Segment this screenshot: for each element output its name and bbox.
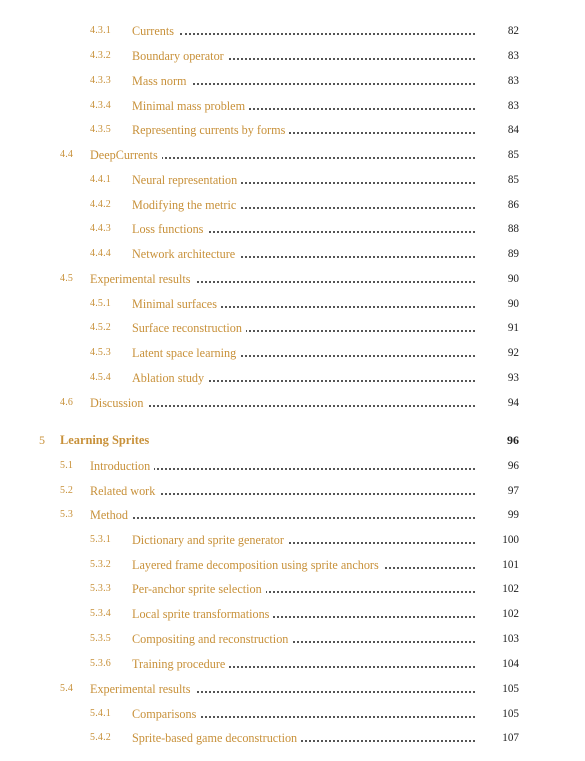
page-number: 90 bbox=[475, 270, 519, 288]
toc-entry[interactable] bbox=[0, 319, 585, 337]
section-number: 5.1 bbox=[60, 460, 74, 471]
section-title[interactable]: Layered frame decomposition using sprite anchors bbox=[132, 556, 383, 574]
toc-entry[interactable] bbox=[0, 369, 585, 387]
toc-chapter-entry[interactable] bbox=[0, 431, 585, 449]
section-title[interactable]: Network architecture bbox=[132, 245, 239, 263]
dot-leader bbox=[180, 715, 499, 718]
section-number: 4.4.4 bbox=[90, 248, 111, 259]
section-title[interactable]: Loss functions bbox=[132, 220, 207, 238]
toc-entry[interactable] bbox=[0, 245, 585, 263]
section-number: 4.5.2 bbox=[90, 322, 111, 333]
toc-entry[interactable] bbox=[0, 196, 585, 214]
toc-entry[interactable] bbox=[0, 121, 585, 139]
page-number: 94 bbox=[475, 394, 519, 412]
toc-entry[interactable] bbox=[0, 680, 585, 698]
page-number: 84 bbox=[475, 121, 519, 139]
page-number: 101 bbox=[475, 556, 519, 574]
dot-leader bbox=[180, 379, 499, 382]
toc-entry[interactable] bbox=[0, 97, 585, 115]
page-number: 83 bbox=[475, 97, 519, 115]
section-title[interactable]: Minimal mass problem bbox=[132, 97, 249, 115]
section-title[interactable]: Boundary operator bbox=[132, 47, 228, 65]
page-number: 96 bbox=[475, 431, 519, 449]
page-number: 92 bbox=[475, 344, 519, 362]
section-title[interactable]: Mass norm bbox=[132, 72, 191, 90]
toc-entry[interactable] bbox=[0, 394, 585, 412]
toc-entry[interactable] bbox=[0, 630, 585, 648]
toc-entry[interactable] bbox=[0, 506, 585, 524]
dot-leader bbox=[180, 57, 499, 60]
page-number: 96 bbox=[475, 457, 519, 475]
page-number: 107 bbox=[475, 729, 519, 747]
section-number: 5.4.2 bbox=[90, 732, 111, 743]
page-number: 91 bbox=[475, 319, 519, 337]
page-number: 102 bbox=[475, 580, 519, 598]
toc-entry[interactable] bbox=[0, 146, 585, 164]
section-number: 4.4.1 bbox=[90, 174, 111, 185]
dot-leader bbox=[140, 404, 499, 407]
section-title[interactable]: Related work bbox=[90, 482, 159, 500]
dot-leader bbox=[140, 467, 499, 470]
toc-entry[interactable] bbox=[0, 705, 585, 723]
page-number: 99 bbox=[475, 506, 519, 524]
section-number: 5.3.3 bbox=[90, 583, 111, 594]
section-title[interactable]: Local sprite transformations bbox=[132, 605, 273, 623]
dot-leader bbox=[180, 305, 499, 308]
page-number: 105 bbox=[475, 680, 519, 698]
toc-entry[interactable] bbox=[0, 22, 585, 40]
toc-entry[interactable] bbox=[0, 72, 585, 90]
section-number: 5.3.6 bbox=[90, 658, 111, 669]
page-number: 85 bbox=[475, 171, 519, 189]
page-number: 97 bbox=[475, 482, 519, 500]
page-number: 85 bbox=[475, 146, 519, 164]
section-number: 4.3.1 bbox=[90, 25, 111, 36]
toc-entry[interactable] bbox=[0, 556, 585, 574]
section-title[interactable]: Ablation study bbox=[132, 369, 208, 387]
section-title[interactable]: Experimental results bbox=[90, 680, 195, 698]
section-number: 4.5.1 bbox=[90, 298, 111, 309]
page-number: 86 bbox=[475, 196, 519, 214]
section-title[interactable]: Modifying the metric bbox=[132, 196, 240, 214]
section-title[interactable]: Comparisons bbox=[132, 705, 200, 723]
dot-leader bbox=[180, 230, 499, 233]
section-number: 4.4 bbox=[60, 149, 74, 160]
page-number: 83 bbox=[475, 47, 519, 65]
section-number: 4.5.4 bbox=[90, 372, 111, 383]
section-number: 4.4.3 bbox=[90, 223, 111, 234]
section-number: 4.6 bbox=[60, 397, 74, 408]
section-number: 5.3.5 bbox=[90, 633, 111, 644]
section-number: 5.3 bbox=[60, 509, 74, 520]
toc-entry[interactable] bbox=[0, 295, 585, 313]
dot-leader bbox=[140, 156, 499, 159]
toc-entry[interactable] bbox=[0, 655, 585, 673]
section-number: 4.3.5 bbox=[90, 124, 111, 135]
page-number: 93 bbox=[475, 369, 519, 387]
toc-entry[interactable] bbox=[0, 171, 585, 189]
section-number: 4.3.2 bbox=[90, 50, 111, 61]
toc-entry[interactable] bbox=[0, 270, 585, 288]
dot-leader bbox=[120, 516, 499, 519]
section-title[interactable]: Experimental results bbox=[90, 270, 195, 288]
section-title[interactable]: Introduction bbox=[90, 457, 154, 475]
section-title[interactable]: Currents bbox=[132, 22, 178, 40]
chapter-title[interactable]: Learning Sprites bbox=[60, 431, 153, 449]
toc-entry[interactable] bbox=[0, 605, 585, 623]
page-number: 100 bbox=[475, 531, 519, 549]
section-title[interactable]: Discussion bbox=[90, 394, 148, 412]
page-number: 83 bbox=[475, 72, 519, 90]
section-number: 5.4.1 bbox=[90, 708, 111, 719]
section-title[interactable]: Minimal surfaces bbox=[132, 295, 221, 313]
section-title[interactable]: Sprite-based game deconstruction bbox=[132, 729, 301, 747]
page-number: 88 bbox=[475, 220, 519, 238]
section-title[interactable]: Per-anchor sprite selection bbox=[132, 580, 266, 598]
page-number: 90 bbox=[475, 295, 519, 313]
section-title[interactable]: Method bbox=[90, 506, 132, 524]
section-title[interactable]: Compositing and reconstruction bbox=[132, 630, 292, 648]
page-number: 82 bbox=[475, 22, 519, 40]
section-number: 5.4 bbox=[60, 683, 74, 694]
section-number: 5.3.2 bbox=[90, 559, 111, 570]
page-number: 89 bbox=[475, 245, 519, 263]
section-number: 5.3.4 bbox=[90, 608, 111, 619]
page-number: 104 bbox=[475, 655, 519, 673]
section-title[interactable]: DeepCurrents bbox=[90, 146, 162, 164]
section-title[interactable]: Representing currents by forms bbox=[132, 121, 289, 139]
toc-entry[interactable] bbox=[0, 344, 585, 362]
section-number: 4.3.4 bbox=[90, 100, 111, 111]
dot-leader bbox=[180, 32, 499, 35]
section-number: 4.5 bbox=[60, 273, 74, 284]
section-number: 5.2 bbox=[60, 485, 74, 496]
dot-leader bbox=[180, 82, 499, 85]
page-number: 105 bbox=[475, 705, 519, 723]
page-number: 103 bbox=[475, 630, 519, 648]
section-number: 4.5.3 bbox=[90, 347, 111, 358]
toc-entry[interactable] bbox=[0, 220, 585, 238]
section-number: 4.4.2 bbox=[90, 199, 111, 210]
chapter-number: 5 bbox=[39, 433, 46, 447]
section-title[interactable]: Neural representation bbox=[132, 171, 241, 189]
toc-entry[interactable] bbox=[0, 580, 585, 598]
section-number: 4.3.3 bbox=[90, 75, 111, 86]
toc-entry[interactable] bbox=[0, 457, 585, 475]
dot-leader bbox=[140, 492, 499, 495]
toc-entry[interactable] bbox=[0, 482, 585, 500]
section-title[interactable]: Surface reconstruction bbox=[132, 319, 246, 337]
section-title[interactable]: Training procedure bbox=[132, 655, 229, 673]
toc-entry[interactable] bbox=[0, 531, 585, 549]
section-title[interactable]: Latent space learning bbox=[132, 344, 240, 362]
section-number: 5.3.1 bbox=[90, 534, 111, 545]
section-title[interactable]: Dictionary and sprite generator bbox=[132, 531, 288, 549]
page-number: 102 bbox=[475, 605, 519, 623]
toc-entry[interactable] bbox=[0, 47, 585, 65]
toc-entry[interactable] bbox=[0, 729, 585, 747]
